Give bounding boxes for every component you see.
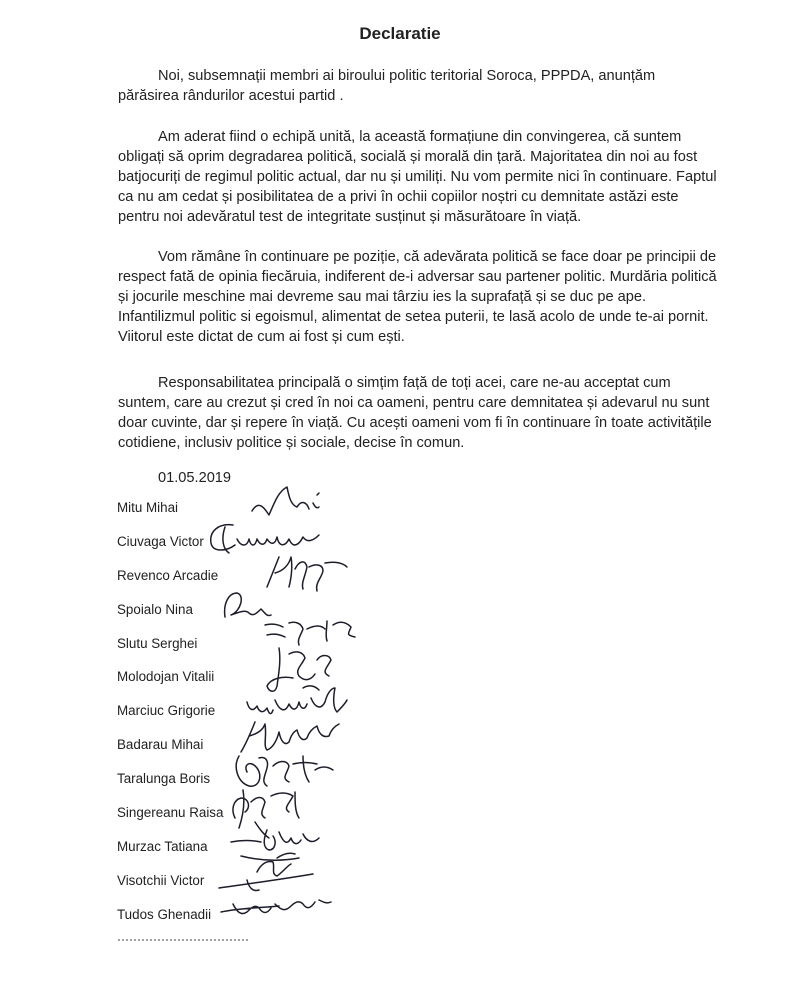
paragraph-2: [118, 127, 718, 227]
paragraph-2-text: Am aderat fiind o echipă unită, la această formațiune din convingerea, că suntem obligați să oprim degradarea politică, socială și morală din țară. Majoritatea din noi au fost batjocuriți de regimul politic actual, dar nu și umiliți. Nu vom permite nici în continuare. Faptul ca nu am cedat și posibilitatea de a privi în ochii copiilor noștri cu demnitate astăzi este pentru noi adevăratul test de integritate susținut și măsurătoare în viață.: [118, 129, 717, 225]
signatory-name: Badarau Mihai: [117, 737, 204, 753]
signatory-name: Visotchii Victor: [117, 872, 205, 888]
signatory-name: Tudos Ghenadii: [117, 906, 212, 922]
paragraph-4: [118, 373, 718, 453]
handwritten-signature: [219, 882, 339, 932]
document-title: Declaratie: [359, 24, 441, 43]
paragraph-3-text: Vom rămâne în continuare pe poziție, că adevărata politică se face doar pe principii de respect fată de opinia fiecăruia, indiferent de-i adversar sau partener politic. Murdăria politică și jocurile meschine mai devreme sau mai târziu ies la suprafață și se duc pe ape. Infantilizmul politic si egoismul, alimentat de setea puterii, te lasă acolo de unde te-ai pornit. Viitorul este dictat de cum ai fost și cum ești.: [118, 249, 717, 345]
signatory-name: Slutu Serghei: [117, 635, 198, 651]
signatory-row: [117, 565, 517, 599]
paragraph-4-text: Responsabilitatea principală o simțim față de toți acei, care ne-au acceptat cum suntem, care au crezut și cred în noi ca oameni, pentru care demnitatea și adevarul nu sunt doar cuvinte, dar și repere în viață. Cu acești oameni vom fi în continuare în toate activitățile cotidiene, inclusiv politice și sociale, decise în comun.: [118, 375, 712, 451]
signatory-name: Molodojan Vitalii: [117, 669, 215, 685]
cut-off-line: [118, 939, 248, 947]
signatory-name: Singereanu Raisa: [117, 805, 224, 821]
signatory-name: Taralunga Boris: [117, 771, 211, 787]
signatory-name: Revenco Arcadie: [117, 567, 219, 583]
paragraph-1-text: Noi, subsemnații membri ai biroului politic teritorial Soroca, PPPDA, anunțăm părăsirea rândurilor acestui partid .: [118, 68, 656, 104]
signatory-name: Spoialo Nina: [117, 601, 193, 617]
signatory-name: Murzac Tatiana: [117, 838, 208, 854]
signatory-row: [117, 904, 517, 938]
document-date: 01.05.2019: [158, 470, 232, 486]
signatory-name: Ciuvaga Victor: [117, 533, 204, 549]
signatory-row: [117, 768, 517, 802]
paragraph-3: [118, 247, 718, 347]
signatory-name: Mitu Mihai: [117, 500, 179, 515]
signatories-list: [117, 497, 517, 938]
signatory-name: Marciuc Grigorie: [117, 703, 216, 719]
paragraph-1: [118, 66, 718, 106]
